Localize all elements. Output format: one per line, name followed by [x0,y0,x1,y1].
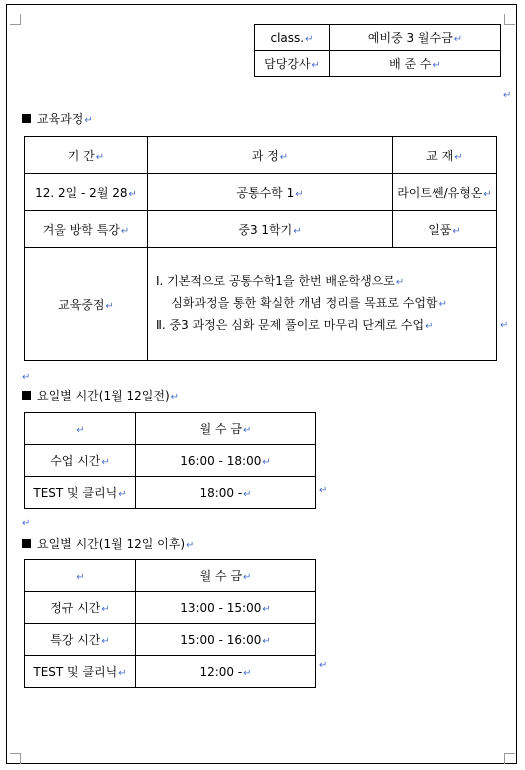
textbook-header: 교 재↵ [393,137,497,174]
margin-corner-mark [504,753,515,764]
course-cell: 중3 1학기↵ [148,211,393,248]
row-label: TEST 및 클리닉↵ [25,656,136,688]
table-row [25,174,497,211]
focus-line: Ⅱ. 중3 과정은 심화 문제 풀이로 마무리 단계로 수업↵ [156,318,434,332]
paragraph-mark: ↵ [319,485,328,496]
textbook-cell: 라이트쎈/유형온↵ [393,174,497,211]
schedule-after-table [24,559,316,688]
schedule-after-heading: 요일별 시간(1월 12일 이후)↵ [22,535,194,552]
teacher-value-cell: 배 준 수↵ [330,51,501,77]
curriculum-heading: 교육과정↵ [22,110,93,127]
schedule-before-heading: 요일별 시간(1월 12일전)↵ [22,387,179,404]
row-time: 12:00 -↵ [136,656,316,688]
row-label: 수업 시간↵ [25,445,136,477]
table-row [25,592,316,624]
empty-header-cell: ↵ [25,560,136,592]
paragraph-mark: ↵ [503,90,512,101]
row-time: 16:00 - 18:00↵ [136,445,316,477]
paragraph-mark: ↵ [22,372,31,383]
focus-label-cell: 교육중점↵ [25,248,148,361]
textbook-cell: 일품↵ [393,211,497,248]
row-time: 15:00 - 16:00↵ [136,624,316,656]
focus-line: Ⅰ. 기본적으로 공통수학1을 한번 배운학생으로↵ [156,274,405,288]
period-cell: 12. 2일 - 2월 28↵ [25,174,148,211]
table-row [25,211,497,248]
margin-corner-mark [504,14,515,25]
margin-corner-mark [10,753,21,764]
period-cell: 겨울 방학 특강↵ [25,211,148,248]
empty-header-cell: ↵ [25,413,136,445]
class-info-table [254,24,501,77]
teacher-label-cell: 담당강사↵ [255,51,330,77]
square-bullet-icon [22,391,31,400]
table-row [25,656,316,688]
table-row [25,624,316,656]
square-bullet-icon [22,539,31,548]
class-label-cell: class.↵ [255,25,330,51]
class-value-cell: 예비중 3 월수금↵ [330,25,501,51]
course-header: 과 정↵ [148,137,393,174]
curriculum-table [24,136,497,361]
days-header: 월 수 금↵ [136,560,316,592]
row-label: TEST 및 클리닉↵ [25,477,136,509]
table-row [25,445,316,477]
period-header: 기 간↵ [25,137,148,174]
schedule-before-table [24,412,316,509]
row-label: 특강 시간↵ [25,624,136,656]
course-cell: 공통수학 1↵ [148,174,393,211]
row-time: 18:00 -↵ [136,477,316,509]
margin-corner-mark [10,14,21,25]
table-row [25,248,497,361]
focus-line: 심화과정을 통한 확실한 개념 정리를 목표로 수업함↵ [156,296,447,310]
paragraph-mark: ↵ [22,518,31,529]
table-row [25,477,316,509]
paragraph-mark: ↵ [319,660,328,671]
row-label: 정규 시간↵ [25,592,136,624]
square-bullet-icon [22,114,31,123]
paragraph-mark: ↵ [500,320,509,331]
days-header: 월 수 금↵ [136,413,316,445]
focus-content-cell [148,248,497,361]
row-time: 13:00 - 15:00↵ [136,592,316,624]
